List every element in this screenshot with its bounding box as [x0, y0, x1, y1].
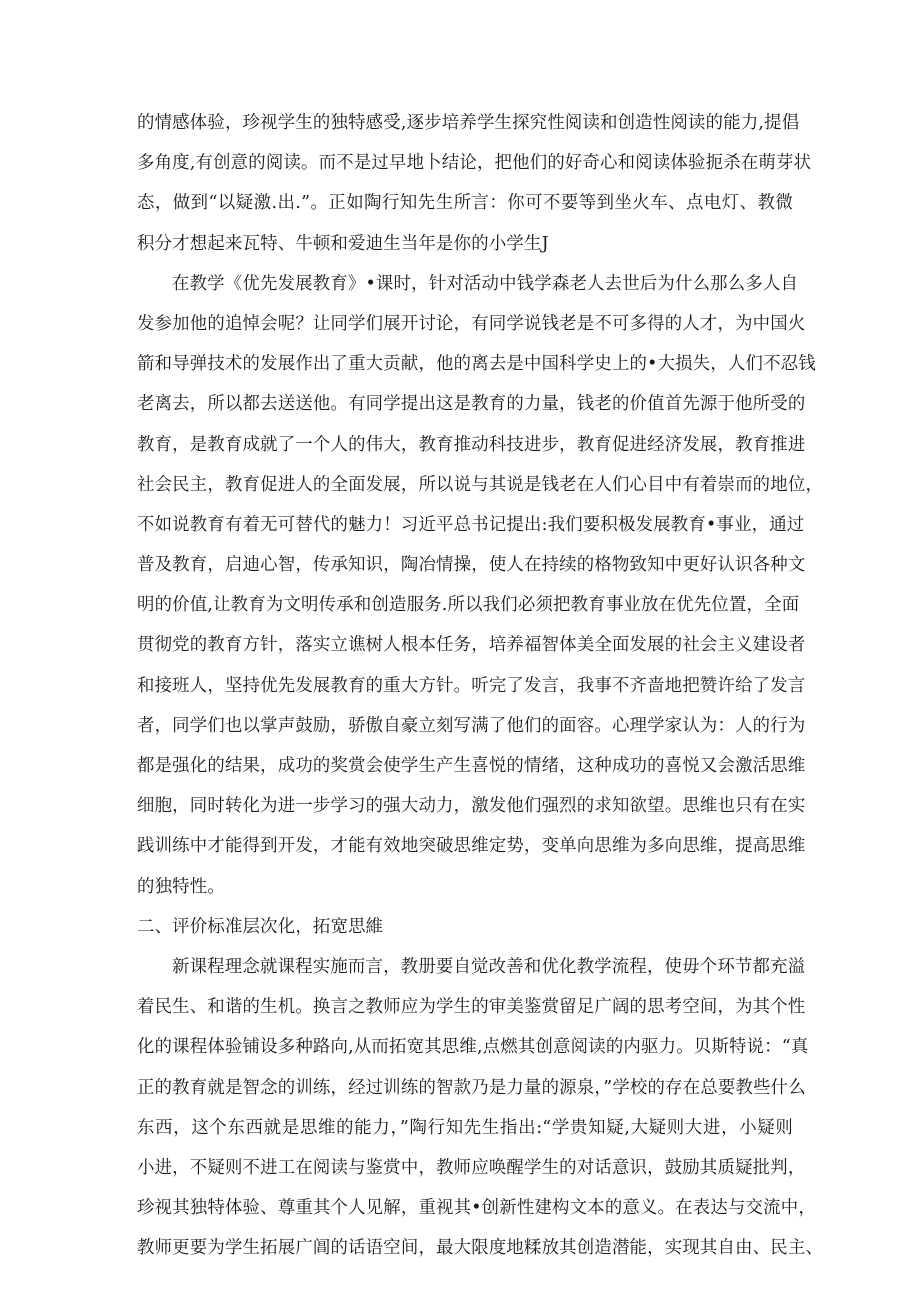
body-text-line: 的独特性。: [137, 876, 225, 897]
body-text-line: 态，做到“以疑激.出.”。正如陶行知先生所言：你可不要等到坐火车、点电灯、教微: [137, 193, 793, 214]
body-text-line: 正的教育就是智念的训练，经过训练的智款乃是力量的源泉，”学校的存在总要教些什么: [137, 1077, 806, 1098]
body-text-line: 贯彻党的教育方针，落实立谯树人根本任务，培养福智体美全面发展的社会主义建设者: [137, 635, 806, 656]
body-text-line: 箭和导弹技术的发展作出了重大贡献，他的离去是中国科学史上的•大损失，人们不忍钱: [137, 354, 816, 375]
body-text-line: 发参加他的追悼会呢？让同学们展开讨论，有同学说钱老是不可多得的人才，为中国火: [137, 313, 806, 334]
body-text-line: 老离去，所以都去送送他。有同学提出这是教育的力量，钱老的价值首先源于他所受的: [137, 394, 806, 415]
body-text-line: 化的课程体验铺设多种路向,从而拓宽其思维,点燃其创意阅读的内驱力。贝斯特说：“真: [137, 1037, 809, 1058]
body-text-line: 的情感体验，珍视学生的独特感受,逐步培养学生探究性阅读和创造性阅读的能力,提倡: [137, 113, 800, 133]
body-text-line: 教师更要为学生拓展广阊的话语空间，最大限度地糅放其创造潜能，实现其自由、民主、: [137, 1238, 824, 1259]
body-text-line: 在教学《优先发展教育》•课时，针对活动中钱学森老人去世后为什么那么多人自: [172, 273, 799, 294]
body-text-line: 多角度,有创意的阅读。而不是过早地卜结论，把他们的好奇心和阅读体验扼杀在萌芽状: [137, 153, 812, 174]
body-text-line: 明的价值,让教育为文明传承和创造服务.所以我们必须把教育事业放在优先位置，全面: [137, 595, 800, 616]
body-text-line: 小进，不疑则不进工在阅读与鉴赏中，教师应唤醒学生的对话意识，鼓励其质疑批判，: [137, 1157, 806, 1178]
section-heading: 二、评价标准层次化，拓宽思維: [137, 916, 384, 937]
body-text-line: 积分才想起来瓦特、牛顿和爱迪生当年是你的小学生J: [137, 233, 549, 254]
body-text-line: 社会民主，教育促进人的全面发展，所以说与其说是钱老在人们心目中有着崇而的地位，: [137, 474, 824, 495]
body-text-line: 教育，是教育成就了一个人的伟大，教育推动科技进步，教育促进经济发展，教育推进: [137, 434, 806, 455]
body-text-line: 者，同学们也以掌声鼓励，骄傲自豪立刻写满了他们的面容。心理学家认为：人的行为: [137, 715, 806, 736]
document-page: [137, 103, 824, 1268]
body-text-line: 细胞，同时转化为进一步学习的强大动力，激发他们强烈的求知欲望。思维也只有在实: [137, 796, 806, 817]
body-text-line: 不如说教育有着无可替代的魅力！习近平总书记提出:我们要积极发展教育•事业，通过: [137, 514, 805, 535]
body-text-line: 和接班人，坚持优先发展教育的重大方针。听完了发言，我事不齐啬地把赞许给了发言: [137, 675, 806, 696]
body-text-line: 珍视其独特体验、尊重其个人见解，重视其•创新性建构文本的意义。在表达与交流中，: [137, 1198, 816, 1219]
body-text-line: 都是强化的结果，成功的奖赏会使学生产生喜悦的情绪，这种成功的喜悦又会激活思维: [137, 756, 806, 776]
body-text-line: 着民生、和谐的生机。换言之教师应为学生的审美鉴赏留足广阔的思考空间，为其个性: [137, 997, 806, 1018]
body-text-line: 普及教育，启迪心智，传承知识，陶冶情操，使人在持续的格物致知中更好认识各种文: [137, 555, 806, 576]
body-text-line: 践训练中才能得到开发，才能有效地突破思维定势，变单向思维为多向思维，提高思维: [137, 836, 806, 857]
body-text-line: 新课程理念就课程实施而言，教册要自觉改善和优化教学流程，使毋个环节都充溢: [172, 956, 806, 977]
body-text-line: 东西，这个东西就是思维的能力，”陶行知先生指出:“学贵知疑,大疑则大进，小疑则: [137, 1117, 793, 1138]
